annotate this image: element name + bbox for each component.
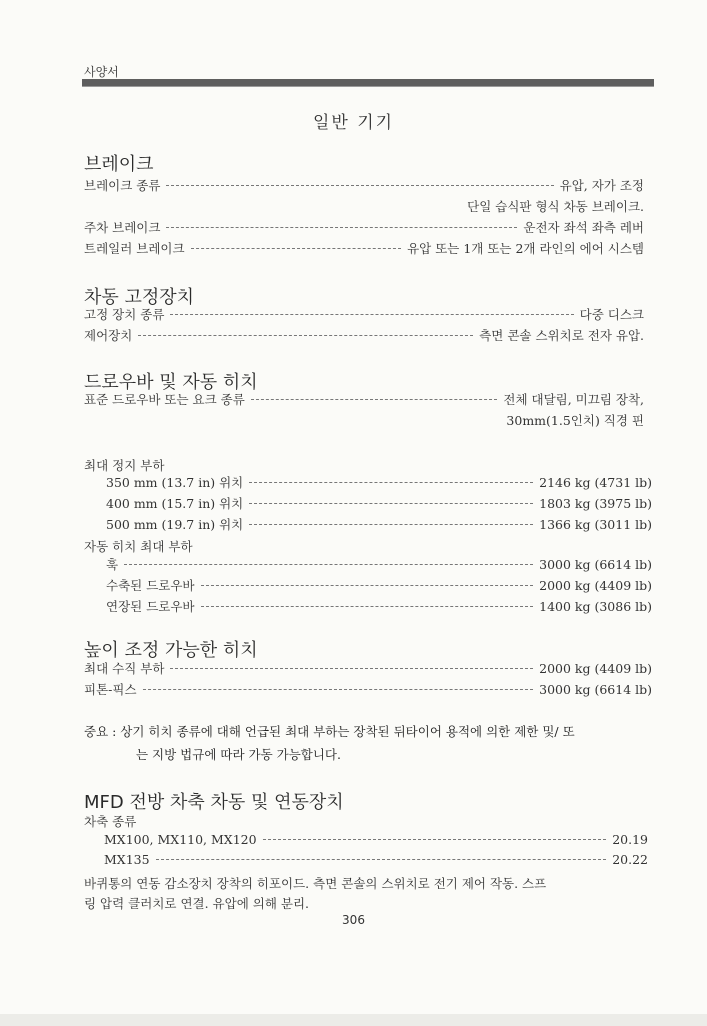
dot-leader	[156, 859, 607, 860]
spec-label: 트레일러 브레이크	[84, 241, 185, 256]
section-title-drawbar: 드로우바 및 자동 히치	[84, 372, 258, 393]
spec-label: 500 mm (19.7 in) 위치	[106, 517, 244, 532]
scan-bottom-edge	[0, 1014, 707, 1026]
spec-value: 2000 kg (4409 lb)	[539, 578, 652, 593]
spec-row-brake-type	[84, 176, 644, 196]
dot-leader	[166, 185, 553, 186]
spec-value: 2000 kg (4409 lb)	[539, 661, 652, 676]
spec-value: 운전자 좌석 좌측 레버	[523, 220, 644, 235]
spec-label: 400 mm (15.7 in) 위치	[106, 496, 244, 511]
spec-value: 다중 디스크	[579, 307, 644, 322]
spec-label: 최대 수직 부하	[84, 661, 165, 676]
subheading-hitch-load: 자동 히치 최대 부하	[84, 539, 193, 554]
dot-leader	[170, 314, 573, 315]
subheading-static-load: 최대 정지 부하	[84, 458, 165, 473]
header-label: 사양서	[84, 65, 119, 79]
spec-row-drawbar-type	[84, 390, 644, 410]
spec-row-vertical-load	[84, 659, 652, 679]
dot-leader	[249, 524, 533, 525]
dot-leader	[201, 606, 534, 607]
spec-row-lock-type	[84, 305, 644, 325]
dot-leader	[124, 564, 533, 565]
dot-leader	[249, 482, 533, 483]
important-note-line-1: 중요 : 상기 히치 종류에 대해 언급된 최대 부하는 장착된 뒤타이어 용적에 의한 제한 및/ 또	[84, 724, 575, 739]
spec-row-trailer-brake	[84, 239, 644, 259]
spec-label: 브레이크 종류	[84, 178, 161, 193]
spec-value: 2146 kg (4731 lb)	[539, 475, 652, 490]
spec-row-hitch-load	[106, 555, 652, 575]
spec-value: 측면 콘솔 스위치로 전자 유압.	[479, 328, 644, 343]
important-note-line-2: 는 지방 법규에 따라 가동 가능합니다.	[136, 747, 341, 762]
section-title-diff-lock: 차동 고정장치	[84, 287, 195, 308]
spec-label: 주차 브레이크	[84, 220, 161, 235]
header-bar-underline	[82, 86, 654, 87]
spec-label: 표준 드로우바 또는 요크 종류	[84, 392, 245, 407]
spec-label: 350 mm (13.7 in) 위치	[106, 475, 244, 490]
spec-value: 20.19	[612, 832, 648, 847]
dot-leader	[201, 585, 534, 586]
spec-label: MX135	[104, 852, 150, 867]
spec-row-piton-fix	[84, 680, 652, 700]
header-bar	[82, 79, 654, 86]
section-title-mfd: MFD 전방 차축 차동 및 연동장치	[84, 792, 344, 813]
spec-row-hitch-load	[106, 597, 652, 617]
dot-leader	[166, 227, 517, 228]
page-number: 306	[342, 913, 365, 927]
spec-label: MX100, MX110, MX120	[104, 832, 257, 847]
dot-leader	[143, 689, 534, 690]
spec-row-axle	[104, 832, 648, 852]
spec-value: 3000 kg (6614 lb)	[539, 557, 652, 572]
dot-leader	[249, 503, 533, 504]
spec-value: 1400 kg (3086 lb)	[539, 599, 652, 614]
spec-value: 20.22	[612, 852, 648, 867]
spec-row-lock-control	[84, 326, 644, 346]
dot-leader	[191, 248, 402, 249]
spec-label: 수축된 드로우바	[106, 578, 195, 593]
spec-value-continuation: 30mm(1.5인치) 직경 핀	[506, 413, 644, 428]
spec-row-hitch-load	[106, 576, 652, 596]
mfd-description-line-2: 링 압력 클러치로 연결. 유압에 의해 분리.	[84, 896, 309, 911]
spec-value: 전체 대달림, 미끄림 장착,	[503, 392, 644, 407]
spec-row-static-load	[106, 494, 652, 514]
spec-label: 제어장치	[84, 328, 133, 343]
subheading-axle-type: 차축 종류	[84, 814, 137, 829]
dot-leader	[263, 839, 607, 840]
page-title: 일반 기기	[312, 113, 395, 133]
spec-label: 피톤-픽스	[84, 682, 137, 697]
spec-value: 1366 kg (3011 lb)	[539, 517, 652, 532]
mfd-description-line-1: 바퀴통의 연동 감소장치 장착의 히포이드. 측면 콘솔의 스위치로 전기 제어 작동. 스프	[84, 876, 547, 891]
dot-leader	[170, 668, 533, 669]
spec-value-continuation: 단일 습식판 형식 차동 브레이크.	[467, 199, 644, 214]
spec-row-parking-brake	[84, 218, 644, 238]
spec-value: 유압, 자가 조정	[559, 178, 644, 193]
spec-label: 훅	[106, 557, 119, 572]
spec-row-static-load	[106, 473, 652, 493]
spec-row-static-load	[106, 515, 652, 535]
spec-value: 1803 kg (3975 lb)	[539, 496, 652, 511]
spec-value: 유압 또는 1개 또는 2개 라인의 에어 시스템	[407, 241, 644, 256]
dot-leader	[138, 335, 473, 336]
spec-row-axle	[104, 852, 648, 872]
spec-value: 3000 kg (6614 lb)	[539, 682, 652, 697]
dot-leader	[251, 399, 498, 400]
section-title-adjustable-hitch: 높이 조정 가능한 히치	[84, 640, 258, 661]
spec-label: 연장된 드로우바	[106, 599, 195, 614]
spec-label: 고정 장치 종류	[84, 307, 165, 322]
section-title-brakes: 브레이크	[84, 154, 154, 175]
